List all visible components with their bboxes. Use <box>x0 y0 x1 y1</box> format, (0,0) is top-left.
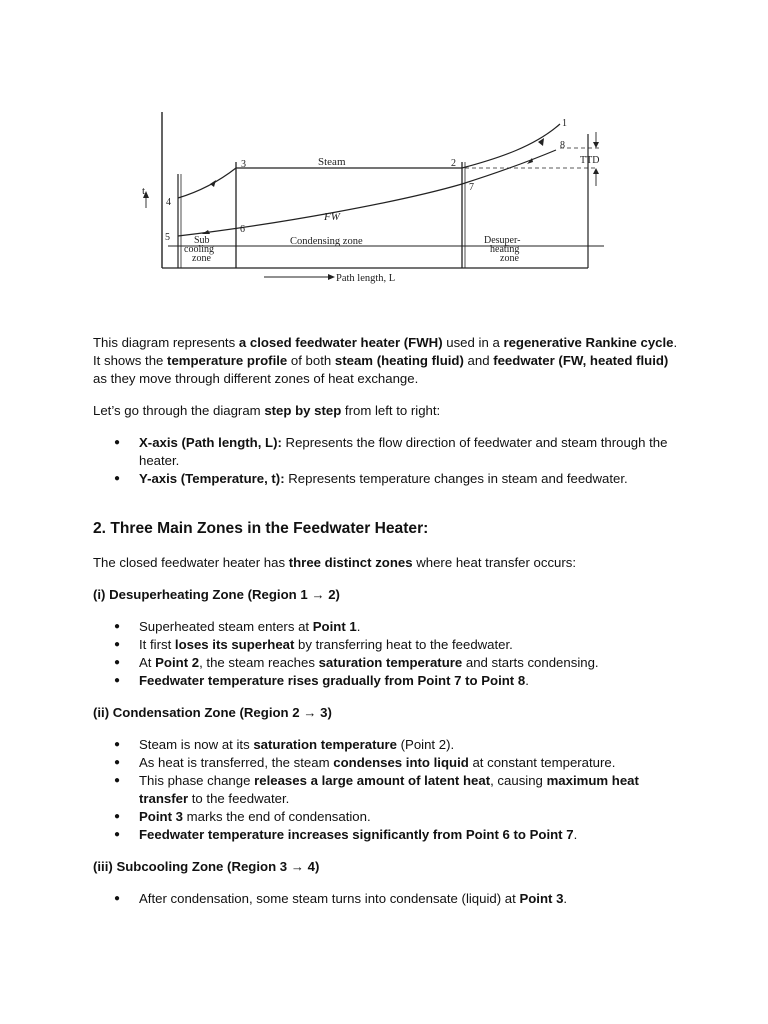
text-run: At <box>139 655 156 670</box>
text-run: marks the end of condensation. <box>182 809 371 824</box>
text-run: Let’s go through the diagram <box>93 403 265 418</box>
subcooling-zone-label-3: zone <box>192 253 211 264</box>
text-run: as they move through different zones of heat exchange. <box>93 371 419 386</box>
text-run: by transferring heat to the feedwater. <box>294 637 513 652</box>
list-item <box>93 654 683 672</box>
condensation-list <box>93 736 683 844</box>
section-heading: 2. Three Main Zones in the Feedwater Heater: <box>93 520 429 537</box>
text-run: and starts condensing. <box>462 655 599 670</box>
bold-text: Point 2 <box>155 655 200 670</box>
steam-flow-arrowhead-left <box>210 180 216 187</box>
zone-heading-condensation: (ii) Condensation Zone (Region 2 → 3) <box>93 705 332 720</box>
bold-text: loses its superheat <box>174 637 295 652</box>
bold-text: three distinct zones <box>288 555 413 570</box>
text-run: . <box>563 891 568 906</box>
bold-text: temperature profile <box>167 353 288 368</box>
bold-text: maximum heat transfer <box>139 773 639 806</box>
bold-text: X-axis (Path length, L): <box>139 435 282 450</box>
bold-text: saturation temperature <box>253 737 397 752</box>
point-label-1: 1 <box>562 118 567 129</box>
text-run: This diagram represents <box>93 335 239 350</box>
subcooling-zone-label-2: cooling <box>184 244 214 255</box>
steam-desuperheating-curve <box>462 124 560 168</box>
desuperheating-zone-label-1: Desuper- <box>484 235 521 246</box>
text-run: to the feedwater. <box>188 791 290 806</box>
text-run: . It shows the <box>93 335 678 368</box>
text-run: at constant temperature. <box>468 755 616 770</box>
text-run: of both <box>287 353 335 368</box>
steam-label: Steam <box>318 156 346 168</box>
desuperheating-list <box>93 618 683 690</box>
list-item <box>93 772 683 808</box>
text-run: It first <box>139 637 175 652</box>
subcooling-zone-label-1: Sub <box>194 235 210 246</box>
point-label-7: 7 <box>469 182 474 193</box>
zone-heading-subcooling: (iii) Subcooling Zone (Region 3 → 4) <box>93 859 320 874</box>
bold-text: Feedwater temperature rises gradually from Point 7 to Point 8 <box>139 673 526 688</box>
list-item <box>93 618 683 636</box>
text-run: Superheated steam enters at <box>139 619 313 634</box>
path-length-label: Path length, L <box>336 273 396 284</box>
text-run: used in a <box>442 335 504 350</box>
axes-list <box>93 434 683 488</box>
bold-text: step by step <box>264 403 342 418</box>
desuperheating-zone-label-3: zone <box>500 253 519 264</box>
bold-text: Y-axis (Temperature, t): <box>139 471 285 486</box>
text-run: . <box>573 827 578 842</box>
list-item <box>93 826 683 844</box>
text-run: The closed feedwater heater has <box>93 555 289 570</box>
ttd-arrowhead-bottom <box>593 168 599 174</box>
fw-flow-arrowhead-left <box>202 230 210 234</box>
list-item-x-axis <box>93 434 683 470</box>
list-item <box>93 754 683 772</box>
list-item <box>93 736 683 754</box>
bold-text: a closed feedwater heater (FWH) <box>238 335 443 350</box>
bold-text: releases a large amount of latent heat <box>254 773 491 788</box>
y-axis-label: t <box>142 185 146 197</box>
steam-subcooling-curve <box>178 168 236 198</box>
text-run: and <box>463 353 494 368</box>
step-by-step-paragraph <box>93 402 683 420</box>
document-body <box>93 334 683 908</box>
bold-text: saturation temperature <box>318 655 463 670</box>
ttd-arrowhead-top <box>593 142 599 148</box>
list-item <box>93 672 683 690</box>
point-label-3: 3 <box>241 159 246 170</box>
text-run: , causing <box>490 773 547 788</box>
list-item <box>93 890 683 908</box>
list-item <box>93 808 683 826</box>
bold-text: feedwater (FW, heated fluid) <box>493 353 669 368</box>
text-run: , the steam reaches <box>199 655 319 670</box>
subcooling-list <box>93 890 683 908</box>
section-intro-paragraph <box>93 554 683 572</box>
bold-text: Point 3 <box>139 809 183 824</box>
bold-text: regenerative Rankine cycle <box>503 335 674 350</box>
ttd-label: TTD <box>580 155 600 166</box>
bold-text: steam (heating fluid) <box>334 353 464 368</box>
fw-label: FW <box>324 211 340 223</box>
point-label-8: 8 <box>560 140 565 151</box>
point-label-2: 2 <box>451 158 456 169</box>
point-label-4: 4 <box>166 197 171 208</box>
text-run: As heat is transferred, the steam <box>139 755 334 770</box>
path-length-arrowhead <box>328 274 335 280</box>
bold-text: Feedwater temperature increases significantly from Point 6 to Point 7 <box>139 827 574 842</box>
point-label-6: 6 <box>240 224 245 235</box>
text-run: This phase change <box>139 773 255 788</box>
bold-text: condenses into liquid <box>333 755 469 770</box>
text-run: Represents the flow direction of feedwater and steam through the heater. <box>139 435 668 468</box>
text-run: (Point 2). <box>396 737 455 752</box>
text-run: After condensation, some steam turns into condensate (liquid) at <box>139 891 520 906</box>
bold-text: Point 3 <box>519 891 564 906</box>
fwh-temperature-diagram <box>140 106 620 286</box>
text-run: Steam is now at its <box>139 737 254 752</box>
text-run: . <box>356 619 361 634</box>
bold-text: Point 1 <box>312 619 357 634</box>
feedwater-curve <box>178 150 556 236</box>
text-run: Represents temperature changes in steam and feedwater. <box>284 471 628 486</box>
desuperheating-zone-label-2: heating <box>490 244 520 255</box>
point-label-5: 5 <box>165 232 170 243</box>
condensing-zone-label: Condensing zone <box>290 236 363 247</box>
text-run: . <box>525 673 529 688</box>
list-item <box>93 636 683 654</box>
text-run: from left to right: <box>341 403 441 418</box>
text-run: where heat transfer occurs: <box>412 555 577 570</box>
zone-heading-desuperheating: (i) Desuperheating Zone (Region 1 → 2) <box>93 587 340 602</box>
intro-paragraph <box>93 334 683 388</box>
diagram-svg <box>140 106 620 286</box>
list-item-y-axis <box>93 470 683 488</box>
